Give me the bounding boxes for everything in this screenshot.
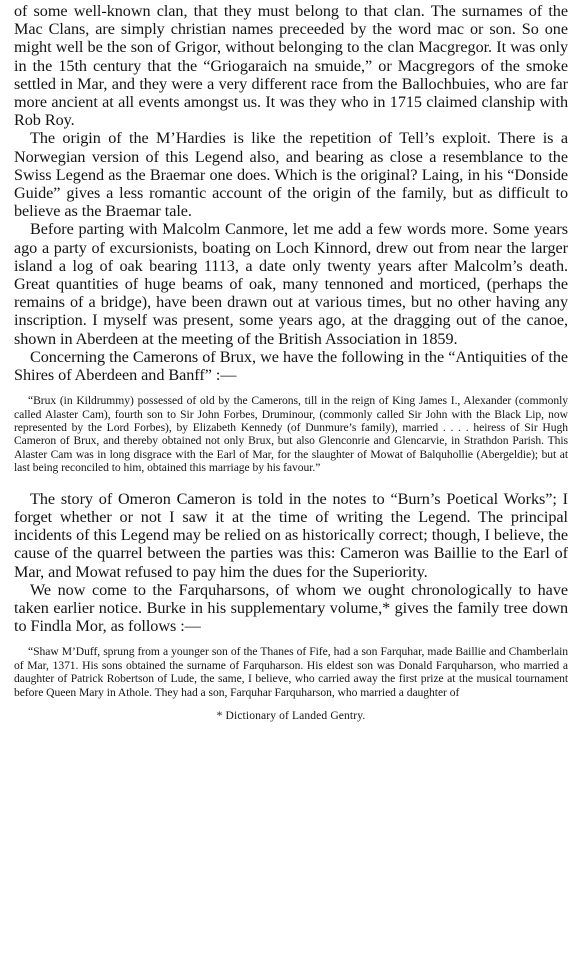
paragraph-clan-names: of some well-known clan, that they must belong to that clan. The surnames of the Mac Clans, are simply christian names preceeded by the word mac or son. So one might well be the son of Grigor, without belonging to the clan Macgregor. It was only in the 15th century that the “Griogaraich na smuide,” or Macgregors of the smoke settled in Mar, and they were a very different race from the Ballochbuies, who are far more ancient at all events amongst us. It was they who in 1715 claimed clanship with Rob Roy. <box>14 2 568 130</box>
paragraph-camerons-of-brux: Concerning the Camerons of Brux, we have the following in the “Antiquities of the Shires of Aberdeen and Banff” :— <box>14 347 568 385</box>
footnote-dictionary-landed-gentry: * Dictionary of Landed Gentry. <box>216 708 366 722</box>
paragraph-farquharsons: We now come to the Farquharsons, of whom we ought chronologically to have taken earlier notice. Burke in his supplementary volume,* gives the family tree down to Findla Mor, as follows :— <box>14 580 568 636</box>
quote-shaw-mduff: “Shaw M’Duff, sprung from a younger son of the Thanes of Fife, had a son Farquhar, made Baillie and Chamberlain of Mar, 1371. His sons obtained the surname of Farquharson. His eldest son was Donald Farquharson, who married a daughter of Patrick Robertson of Lude, the same, I believe, who carried away the first prize at the musical tournament before Queen Mary in Athole. They had a son, Farquhar Farquharson, who married a daughter of <box>14 645 568 699</box>
paragraph-mhardies-origin: The origin of the M’Hardies is like the repetition of Tell’s exploit. There is a Norwegian version of this Legend also, and bearing as close a resemblance to the Swiss Legend as the Braemar one does. Which is the original? Laing, in his “Donside Guide” gives a less romantic account of the origin of the family, but as difficult to believe as the Braemar tale. <box>14 129 568 221</box>
quote-antiquities-brux: “Brux (in Kildrummy) possessed of old by the Camerons, till in the reign of King James I., Alexander (commonly called Alaster Cam), fourth son to Sir John Forbes, Druminour, (commonly called Sir John with the Black Lip, now represented by the Lord Forbes), by Elizabeth Kennedy (of Dunmure’s family), married . . . . heiress of Sir Hugh Cameron of Brux, and thereby obtained not only Brux, but also Glenconrie and Glencarvie, in Strathdon Parish. This Alaster Cam was in long disgrace with the Earl of Mar, for the slaughter of Mowat of Balquhollie (Abergeldie); but at last being reconciled to him, obtained this marriage by his favour.” <box>14 394 568 475</box>
paragraph-omeron-cameron: The story of Omeron Cameron is told in the notes to “Burn’s Poetical Works”; I forget whether or not I saw it at the time of writing the Legend. The principal incidents of this Legend may be relied on as historically correct; though, I believe, the cause of the quarrel between the parties was this: Cameron was Baillie to the Earl of Mar, and Mowat refused to pay him the dues for the Superiority. <box>14 489 568 581</box>
paragraph-malcolm-canmore: Before parting with Malcolm Canmore, let me add a few words more. Some years ago a party of excursionists, boating on Loch Kinnord, drew out from near the larger island a log of oak bearing 1113, a date only twenty years after Malcolm’s death. Great quantities of huge beams of oak, many tennoned and morticed, (perhaps the remains of a bridge), have been drawn out at various times, but no other having any inscription. I myself was present, some years ago, at the dragging out of the canoe, shown in Aberdeen at the meeting of the British Association in 1859. <box>14 220 568 348</box>
